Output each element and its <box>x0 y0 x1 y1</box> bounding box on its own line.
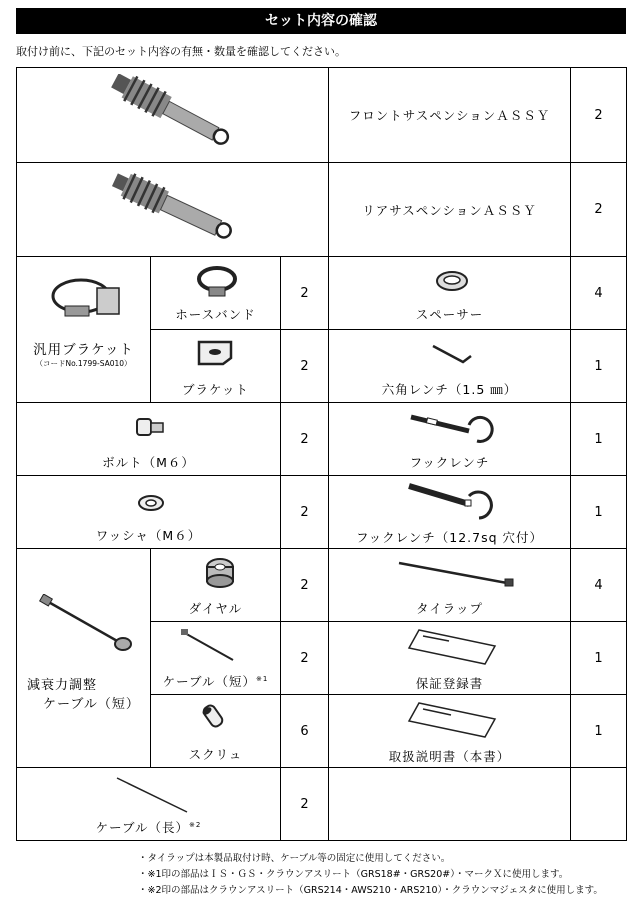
rear-suspension-qty: 2 <box>571 163 627 257</box>
bracket-group-code: （コードNo.1799-SA010） <box>35 358 132 368</box>
bracket-group-cell <box>17 257 151 403</box>
cable-long-label-wrap <box>17 818 280 836</box>
table-row <box>17 549 627 622</box>
empty-cell <box>329 768 571 841</box>
table-row <box>17 403 627 476</box>
dial-cell <box>151 549 281 622</box>
hose-band-icon <box>195 263 241 299</box>
section-title: セット内容の確認 <box>16 8 626 34</box>
dial-qty: 2 <box>281 549 329 622</box>
manual-label: 取扱説明書（本書） <box>388 749 511 764</box>
bracket-qty: 2 <box>281 330 329 403</box>
front-suspension-qty: 2 <box>571 68 627 163</box>
cable-long-icon <box>113 774 193 816</box>
hook-wrench-hole-label: フックレンチ（12.7sq 穴付） <box>355 530 544 545</box>
manual-cell <box>329 695 571 768</box>
hook-wrench-icon <box>407 411 497 445</box>
cable-long-label: ケーブル（長） <box>95 820 190 835</box>
tie-wrap-icon <box>395 559 517 589</box>
screw-qty: 6 <box>281 695 329 768</box>
spacer-icon <box>435 269 469 295</box>
table-row <box>17 257 627 330</box>
tie-wrap-cell <box>329 549 571 622</box>
hook-wrench-hole-icon <box>405 480 501 522</box>
parts-table <box>16 67 627 841</box>
rear-suspension-icon <box>102 169 262 254</box>
damper-group-label-line2: ケーブル（短） <box>43 697 140 712</box>
manual-icon <box>405 699 501 741</box>
hex-wrench-icon <box>429 342 475 368</box>
front-suspension-label: フロントサスペンションＡＳＳＹ <box>329 68 571 163</box>
washer-qty: 2 <box>281 476 329 549</box>
bolt-icon <box>135 415 167 441</box>
bracket-group-label: 汎用ブラケット <box>33 341 134 358</box>
warranty-qty: 1 <box>571 622 627 695</box>
bracket-icon <box>195 338 237 368</box>
hose-band-label: ホースバンド <box>175 307 256 322</box>
warranty-card-icon <box>405 626 501 668</box>
manual-qty: 1 <box>571 695 627 768</box>
table-row <box>17 476 627 549</box>
screw-label: スクリュ <box>188 747 243 762</box>
tie-wrap-qty: 4 <box>571 549 627 622</box>
rear-suspension-image-cell <box>17 163 329 257</box>
warranty-label: 保証登録書 <box>415 676 484 691</box>
damper-cable-icon <box>39 594 135 654</box>
cable-long-qty: 2 <box>281 768 329 841</box>
cable-short-qty: 2 <box>281 622 329 695</box>
front-suspension-image-cell <box>17 68 329 163</box>
hook-wrench-label: フックレンチ <box>409 455 490 470</box>
table-row <box>17 68 627 163</box>
hook-wrench-qty: 1 <box>571 403 627 476</box>
bracket-cell <box>151 330 281 403</box>
front-suspension-icon <box>102 74 262 159</box>
cable-short-mark: ※1 <box>256 674 269 683</box>
intro-text: 取付け前に、下記のセット内容の有無・数量を確認してください。 <box>16 45 346 58</box>
footnote-2: ・※1印の部品はＩＳ・ＧＳ・クラウンアスリート（GRS18#・GRS20#）・マークＸに使用します。 <box>138 869 569 880</box>
dial-icon <box>203 555 237 591</box>
dial-label: ダイヤル <box>188 601 243 616</box>
hose-band-qty: 2 <box>281 257 329 330</box>
cable-long-mark: ※2 <box>189 820 202 829</box>
spacer-qty: 4 <box>571 257 627 330</box>
bolt-label: ボルト（M６） <box>102 455 195 470</box>
spacer-cell <box>329 257 571 330</box>
bracket-label: ブラケット <box>182 382 249 397</box>
cable-long-cell <box>17 768 281 841</box>
washer-cell <box>17 476 281 549</box>
cable-short-label-wrap <box>151 672 280 690</box>
bracket-assembly-icon <box>45 270 125 326</box>
washer-label: ワッシャ（M６） <box>95 528 202 543</box>
hook-wrench-hole-cell <box>329 476 571 549</box>
cable-short-icon <box>179 628 239 664</box>
footnote-3: ・※2印の部品はクラウンアスリート（GRS214・AWS210・ARS210）・クラウンマジェスタに使用します。 <box>138 885 603 896</box>
damper-group-cell <box>17 549 151 768</box>
cable-short-label: ケーブル（短） <box>162 674 257 689</box>
screw-cell <box>151 695 281 768</box>
bolt-qty: 2 <box>281 403 329 476</box>
hex-wrench-label: 六角レンチ（1.5 ㎜） <box>381 382 518 397</box>
rear-suspension-label: リアサスペンションＡＳＳＹ <box>329 163 571 257</box>
washer-icon <box>137 494 165 512</box>
spacer-label: スペーサー <box>415 307 484 322</box>
screw-icon <box>199 703 229 733</box>
bolt-cell <box>17 403 281 476</box>
hook-wrench-hole-qty: 1 <box>571 476 627 549</box>
hose-band-cell <box>151 257 281 330</box>
table-row <box>17 163 627 257</box>
hex-wrench-cell <box>329 330 571 403</box>
damper-group-label-line1: 減衰力調整 <box>27 678 98 693</box>
tie-wrap-label: タイラップ <box>416 601 484 616</box>
empty-qty-cell <box>571 768 627 841</box>
table-row <box>17 768 627 841</box>
cable-short-cell <box>151 622 281 695</box>
footnote-1: ・タイラップは本製品取付け時、ケーブル等の固定に使用してください。 <box>138 853 451 864</box>
warranty-cell <box>329 622 571 695</box>
hex-wrench-qty: 1 <box>571 330 627 403</box>
hook-wrench-cell <box>329 403 571 476</box>
